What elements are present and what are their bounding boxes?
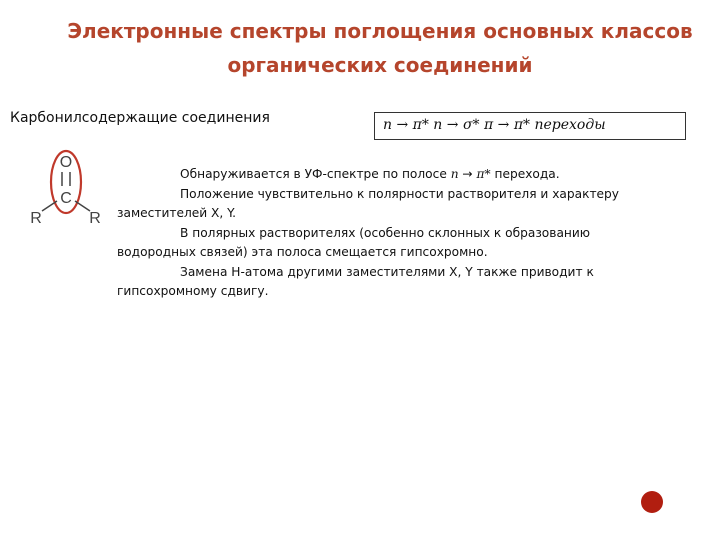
paragraph-1-arrow: →	[458, 167, 477, 181]
transition-2-to: σ*	[462, 117, 480, 133]
paragraph-1	[117, 165, 657, 185]
carbonyl-structure	[20, 145, 115, 235]
bond-left	[42, 201, 57, 211]
paragraph-1-n: n	[450, 167, 459, 181]
bullet-marker	[641, 491, 663, 513]
transition-1-from: n →	[383, 117, 413, 133]
atom-carbon: C	[60, 190, 72, 207]
paragraph-2: Положение чувствительно к полярности растворителя и характеру заместителей X, Y.	[117, 186, 619, 220]
bond-right	[75, 201, 90, 211]
paragraph-1-after: перехода.	[490, 167, 560, 181]
paragraph-1-pi: π*	[476, 167, 491, 181]
transition-3-to: π*	[513, 117, 531, 133]
paragraph-4: Замена Н-атома другими заместителями X, Y также приводит к гипсохромному сдвигу.	[117, 264, 594, 298]
slide-title	[40, 14, 720, 82]
atom-oxygen: O	[59, 154, 73, 171]
title-line-2: органических соединений	[227, 53, 533, 77]
transition-3-from: π	[479, 117, 494, 133]
transition-2-from: n →	[428, 117, 463, 133]
atom-r-right: R	[89, 210, 101, 227]
title-line-1: Электронные спектры поглощения основных классов	[67, 19, 693, 43]
section-subtitle: Карбонилсодержащие соединения	[10, 110, 270, 126]
paragraph-1-text: Обнаруживается в УФ-спектре по полосе	[180, 167, 451, 181]
atom-r-left: R	[30, 210, 42, 227]
transitions-box	[374, 112, 686, 140]
transitions-suffix: переходы	[530, 117, 606, 133]
transition-3-arrow: →	[493, 117, 514, 133]
paragraph-3: В полярных растворителях (особенно склонных к образованию водородных связей) эта полоса смещается гипсохромно.	[117, 225, 591, 259]
transition-1-to: π*	[412, 117, 429, 133]
body-text	[117, 165, 657, 302]
